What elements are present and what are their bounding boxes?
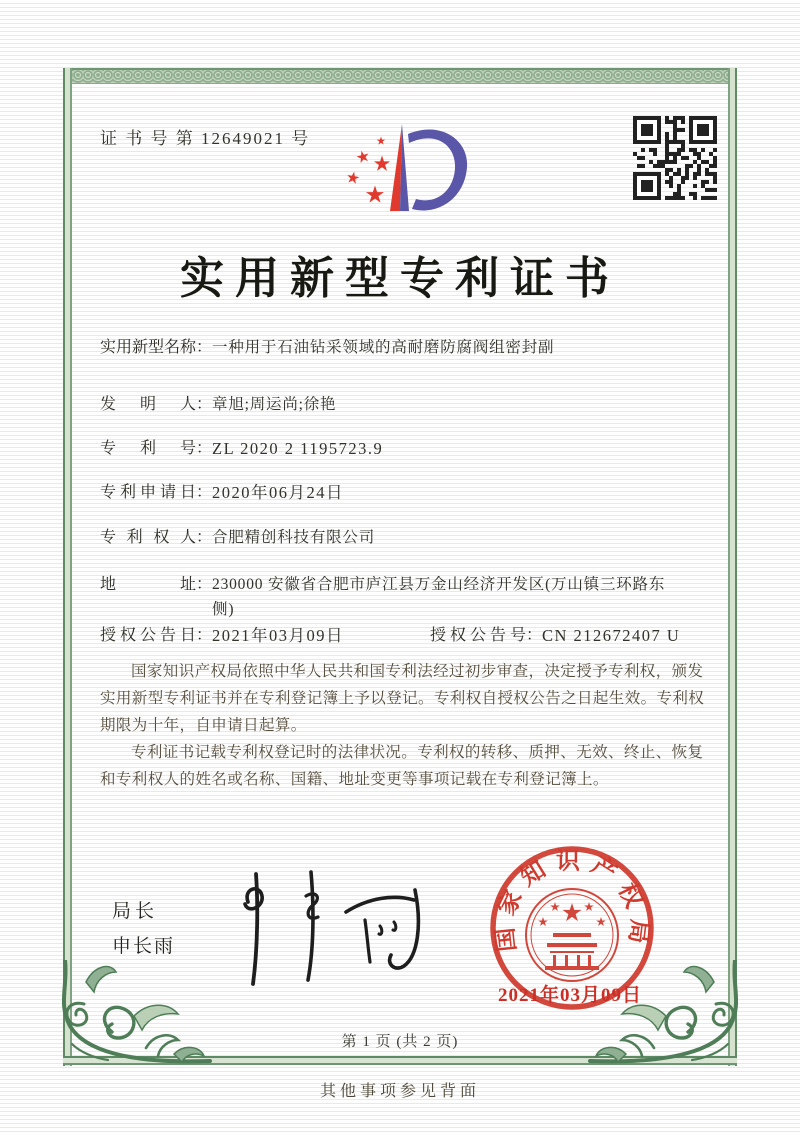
- field-value: 2021年03月09日: [212, 626, 345, 645]
- field-row-inventor: [100, 393, 714, 418]
- field-label: 专利权人: [100, 529, 196, 546]
- logo-wedge: [390, 124, 409, 211]
- logo-stars: [346, 137, 390, 203]
- field-row-patentee: [100, 526, 714, 551]
- field-colon: ：: [526, 627, 543, 644]
- field-label: 实用新型名称: [100, 339, 197, 356]
- logo-p-curve: [408, 130, 467, 211]
- border-left: [63, 68, 72, 1066]
- field-colon: ：: [196, 339, 213, 356]
- certificate-number: 证 书 号 第 12649021 号: [100, 129, 311, 148]
- page-number: 第 1 页 (共 2 页): [341, 1034, 459, 1050]
- field-value: 2020年06月24日: [212, 483, 345, 502]
- seal-date: 2021年03月09日: [497, 985, 642, 1006]
- field-label: 地址: [100, 576, 196, 593]
- field-row-filing-date: [100, 481, 714, 506]
- field-value: 一种用于石油钻采领域的高耐磨防腐阀组密封副: [212, 339, 555, 356]
- field-row-grant: [100, 624, 714, 649]
- cnipa-logo: [342, 114, 474, 228]
- field-row-patent-no: [100, 437, 714, 462]
- field-value: 合肥精创科技有限公司: [212, 529, 376, 546]
- field-row-address: [100, 573, 700, 622]
- corner-flourish-bottom-right: [588, 960, 750, 1086]
- field-value: 230000 安徽省合肥市庐江县万金山经济开发区(万山镇三环路东侧): [212, 576, 666, 618]
- field-label: 专利申请日: [100, 484, 196, 501]
- back-note: 其他事项参见背面: [319, 1083, 480, 1100]
- field-colon: ：: [196, 627, 213, 644]
- cnipa-logo-graphic: [342, 114, 474, 228]
- field-pair-grant-no: [430, 624, 714, 649]
- flourish-graphic: [50, 960, 212, 1086]
- director-signature-handwriting: [210, 862, 430, 1002]
- director-title: 局长: [112, 901, 159, 922]
- field-row-name: [100, 336, 714, 361]
- field-label: 授权公告号: [430, 627, 526, 644]
- border-top: [63, 68, 737, 84]
- legal-paragraphs: [100, 658, 714, 793]
- director-name: 申长雨: [112, 936, 176, 957]
- border-right: [728, 68, 737, 1066]
- certificate-title: 实用新型专利证书: [180, 254, 620, 303]
- flourish-graphic: [588, 960, 750, 1086]
- field-colon: ：: [196, 529, 213, 546]
- field-colon: ：: [196, 440, 213, 457]
- field-colon: ：: [196, 484, 213, 501]
- field-label: 发明人: [100, 396, 196, 413]
- signature-strokes: [210, 862, 430, 1002]
- corner-flourish-bottom-left: [50, 960, 212, 1086]
- field-colon: ：: [196, 396, 213, 413]
- legal-paragraph-1: 国家知识产权局依照中华人民共和国专利法经过初步审查，决定授予专利权，颁发实用新型专利证书并在专利登记簿上予以登记。专利权自授权公告之日起生效。专利权期限为十年，自申请日起算。: [100, 663, 705, 734]
- qr-code: [633, 116, 717, 200]
- field-label: 专利号: [100, 440, 196, 457]
- field-value: CN 212672407 U: [542, 626, 681, 645]
- field-label: 授权公告日: [100, 627, 196, 644]
- legal-paragraph-2: 专利证书记载专利权登记时的法律状况。专利权的转移、质押、无效、终止、恢复和专利权人的姓名或名称、国籍、地址变更等事项记载在专利登记簿上。: [100, 744, 704, 788]
- field-value: ZL 2020 2 1195723.9: [212, 439, 384, 458]
- field-value: 章旭;周运尚;徐艳: [212, 396, 337, 413]
- field-colon: ：: [196, 576, 213, 593]
- seal-ring-text: 国家知识产权局: [491, 848, 653, 954]
- qr-code-graphic: [633, 116, 717, 200]
